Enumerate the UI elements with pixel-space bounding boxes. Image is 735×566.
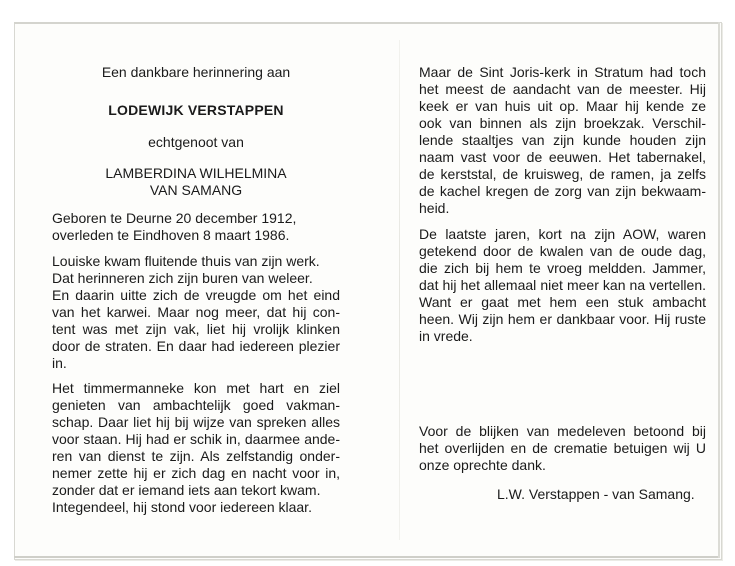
spouse-label-text: echtgenoot van <box>148 134 244 150</box>
text-line: En daarin uitte zich de vreugde om het eind <box>52 287 340 303</box>
text-line: Louiske kwam fluitende thuis van zijn werk. <box>52 253 320 269</box>
text-line: lende staaltjes van zijn kunde houden zijn <box>419 132 706 148</box>
text-line: ook van binnen als zijn broekzak. Verschil- <box>419 115 706 131</box>
birth-line: Geboren te Deurne 20 december 1912, <box>52 210 297 226</box>
text-line: door de straten. En daar had iedereen plezier <box>52 338 340 354</box>
spouse-label <box>52 134 340 151</box>
text-line: De laatste jaren, kort na zijn AOW, waren <box>419 226 706 242</box>
text-line: genieten van ambachtelijk goed vakman- <box>52 397 340 413</box>
life-dates <box>52 210 340 244</box>
right-paragraph-2 <box>419 226 706 345</box>
text-line: heid. <box>419 200 450 216</box>
text-line: het overlijden en de crematie betuigen wij U <box>419 440 706 456</box>
card-fold-line <box>399 40 400 540</box>
text-line: tent was met zijn vak, liet hij vrolijk klinken <box>52 321 340 337</box>
text-line: voor staan. Hij had er schik in, daarmee ande- <box>52 431 340 447</box>
right-paragraph-1 <box>419 64 706 217</box>
spouse-name-line1: LAMBERDINA WILHELMINA <box>105 165 287 181</box>
text-line: keek er van huis uit op. Maar hij kende ze <box>419 98 706 114</box>
spouse-name <box>52 165 340 199</box>
text-line: in. <box>52 355 67 371</box>
text-line: dat hij het allemaal niet meer kan na vertellen. <box>419 277 706 293</box>
text-line: de kerststal, de kruisweg, de ramen, ja zelfs <box>419 166 706 182</box>
text-line: in vrede. <box>419 328 473 344</box>
text-line: Het timmermanneke kon met hart en ziel <box>52 380 340 396</box>
deceased-name-text: LODEWIJK VERSTAPPEN <box>108 102 284 118</box>
left-paragraph-1 <box>52 253 340 372</box>
text-line: zonder dat er iemand iets aan tekort kwam. <box>52 482 321 498</box>
card-bottom-edge <box>14 556 720 558</box>
text-line: naam vast voor de eeuwen. Het tabernakel, <box>419 149 706 165</box>
text-line: Integendeel, hij stond voor iedereen klaar. <box>52 499 312 515</box>
intro-text: Een dankbare herinnering aan <box>101 64 291 80</box>
text-line: de kachel kregen de zorg van zijn bekwaam- <box>419 183 706 199</box>
text-line: het meest de aandacht van de meester. Hij <box>419 81 706 97</box>
text-line: ren van dienst te zijn. Als zelfstandig onder- <box>52 448 340 464</box>
text-line: onze oprechte dank. <box>419 457 546 473</box>
death-line: overleden te Eindhoven 8 maart 1986. <box>52 227 290 243</box>
text-line: nemer zette hij er zich dag en nacht voor in, <box>52 465 340 481</box>
deceased-name <box>52 102 340 119</box>
left-paragraph-2 <box>52 380 340 516</box>
card-right-edge <box>718 22 720 558</box>
text-line: van het karwei. Maar nog meer, dat hij con- <box>52 304 340 320</box>
text-line: heen. Wij zijn hem er dankbaar voor. Hij ruste <box>419 311 706 327</box>
text-line: die zich bij hem te vroeg meldden. Jammer, <box>419 260 706 276</box>
text-line: schap. Daar liet hij bij wijze van spreken alles <box>52 414 340 430</box>
text-line: Maar de Sint Joris-kerk in Stratum had toch <box>419 64 706 80</box>
text-line: getekend door de kwalen van de oude dag, <box>419 243 706 259</box>
intro-line <box>52 64 340 81</box>
thanks-paragraph <box>419 423 706 474</box>
text-line: Want er gaat met hem een stuk ambacht <box>419 294 706 310</box>
spouse-name-line2: VAN SAMANG <box>149 182 243 198</box>
text-line: Dat herinneren zich zijn buren van weleer. <box>52 270 313 286</box>
card-top-edge <box>14 22 720 24</box>
signature: L.W. Verstappen - van Samang. <box>497 486 695 502</box>
text-line: Voor de blijken van medeleven betoond bij <box>419 423 706 439</box>
